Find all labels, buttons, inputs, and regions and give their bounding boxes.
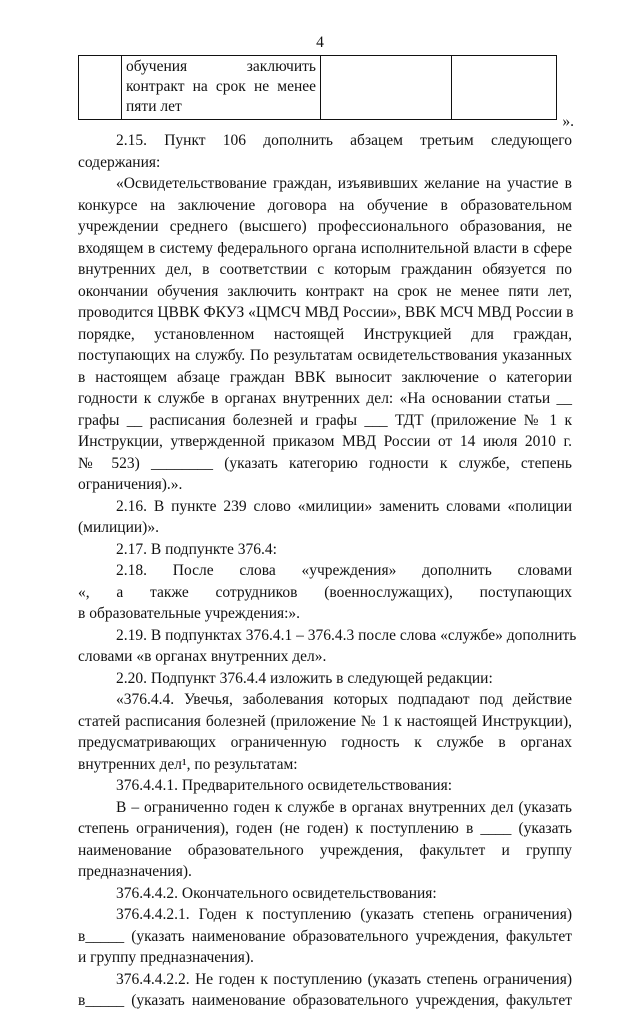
table-cell-empty [452, 56, 557, 120]
table-fragment [78, 55, 557, 120]
text-line: 2.18. После слова «учреждения» дополнить словами [116, 562, 572, 579]
text-line: словами «в органах внутренних дел». [78, 648, 327, 665]
text-line: 376.4.4.2.2. Не годен к поступлению (указать степень ограничения) [116, 970, 572, 988]
table-cell-line: обучения заключить [126, 58, 316, 75]
text-line: окончании обучения заключить контракт на срок не менее пяти лет, [78, 282, 572, 300]
text-line: 2.17. В подпункте 376.4: [116, 540, 277, 558]
table-cell-line: контракт на срок не менее [126, 78, 316, 95]
text-line: (милиции)». [78, 519, 159, 536]
text-line: 2.19. В подпунктах 376.4.1 – 376.4.3 после слова «службе» дополнить [116, 626, 577, 644]
text-line: № 523) ________ (указать категорию годности к службе, степень [78, 454, 572, 472]
table-row [79, 56, 557, 120]
table-cell-line: пяти лет [126, 98, 182, 115]
text-line: 376.4.4.1. Предварительного освидетельствования: [116, 777, 453, 794]
text-line: поступающих на службу. По результатам освидетельствования указанных [78, 347, 572, 364]
text-line: степень ограничения), годен (не годен) к поступлению в ____ (указать [78, 820, 572, 837]
closing-quote: ». [562, 113, 574, 130]
text-line: Инструкции, утвержденной приказом МВД России от 14 июля 2010 г. [78, 433, 572, 450]
text-line: в_____ (указать наименование образовательного учреждения, факультет [78, 927, 572, 945]
text-line: «, а также сотрудников (военнослужащих), поступающих [78, 583, 572, 601]
text-line: ограничения).». [78, 476, 183, 493]
text-line: предназначения). [78, 863, 192, 880]
text-line: в_____ (указать наименование образовательного учреждения, факультет [78, 992, 572, 1009]
text-line: 2.16. В пункте 239 слово «милиции» заменить словами «полиции [116, 497, 572, 515]
text-line: графы __ расписания болезней и графы ___ ТДТ (приложение № 1 к [78, 411, 572, 429]
text-line: годности к службе в органах внутренних дел: «На основании статьи __ [78, 390, 572, 407]
table-cell-empty [321, 56, 452, 120]
document-body [78, 130, 577, 1012]
text-line: 2.20. Подпункт 376.4.4 изложить в следующей редакции: [116, 669, 493, 687]
text-line: 376.4.4.2. Окончательного освидетельствования: [116, 884, 437, 902]
text-line: порядке, установленном настоящей Инструкцией для граждан, [78, 325, 572, 343]
text-line: в настоящем абзаце граждан ВВК выносит заключение о категории [78, 368, 572, 386]
text-line: содержания: [78, 153, 161, 171]
text-line: 2.15. Пункт 106 дополнить абзацем третьим следующего [116, 132, 572, 149]
text-line: предусматривающих ограниченную годность к службе в органах [78, 734, 572, 751]
text-line: в образовательные учреждения:». [78, 605, 301, 622]
text-line: статей расписания болезней (приложение № 1 к настоящей Инструкции), [78, 712, 572, 730]
text-line: входящем в систему федерального органа исполнительной власти в сфере [78, 239, 572, 257]
table-cell-text [122, 56, 321, 120]
text-line: В – ограниченно годен к службе в органах внутренних дел (указать [116, 798, 572, 816]
text-line: 376.4.4.2.1. Годен к поступлению (указать степень ограничения) [116, 906, 572, 923]
page-number: 4 [316, 34, 324, 51]
table-cell-empty [79, 56, 122, 120]
text-line: «Освидетельствование граждан, изъявивших желание на участие в [116, 175, 572, 192]
text-line: учреждении среднего (высшего) профессионального образования, не [78, 218, 572, 235]
text-line: внутренних дел¹, по результатам: [78, 755, 298, 773]
text-line: внутренних дел, в соответствии с которым гражданин обязуется по [78, 261, 572, 278]
text-line: наименование образовательного учреждения, факультет и группу [78, 841, 572, 859]
text-line: «376.4.4. Увечья, заболевания которых подпадают под действие [116, 691, 572, 708]
text-line: и группу предназначения). [78, 949, 254, 966]
text-line: проводится ЦВВК ФКУЗ «ЦМСЧ МВД России», ВВК МСЧ МВД России в [78, 304, 574, 321]
text-line: конкурсе на заключение договора на обучение в образовательном [78, 196, 572, 214]
